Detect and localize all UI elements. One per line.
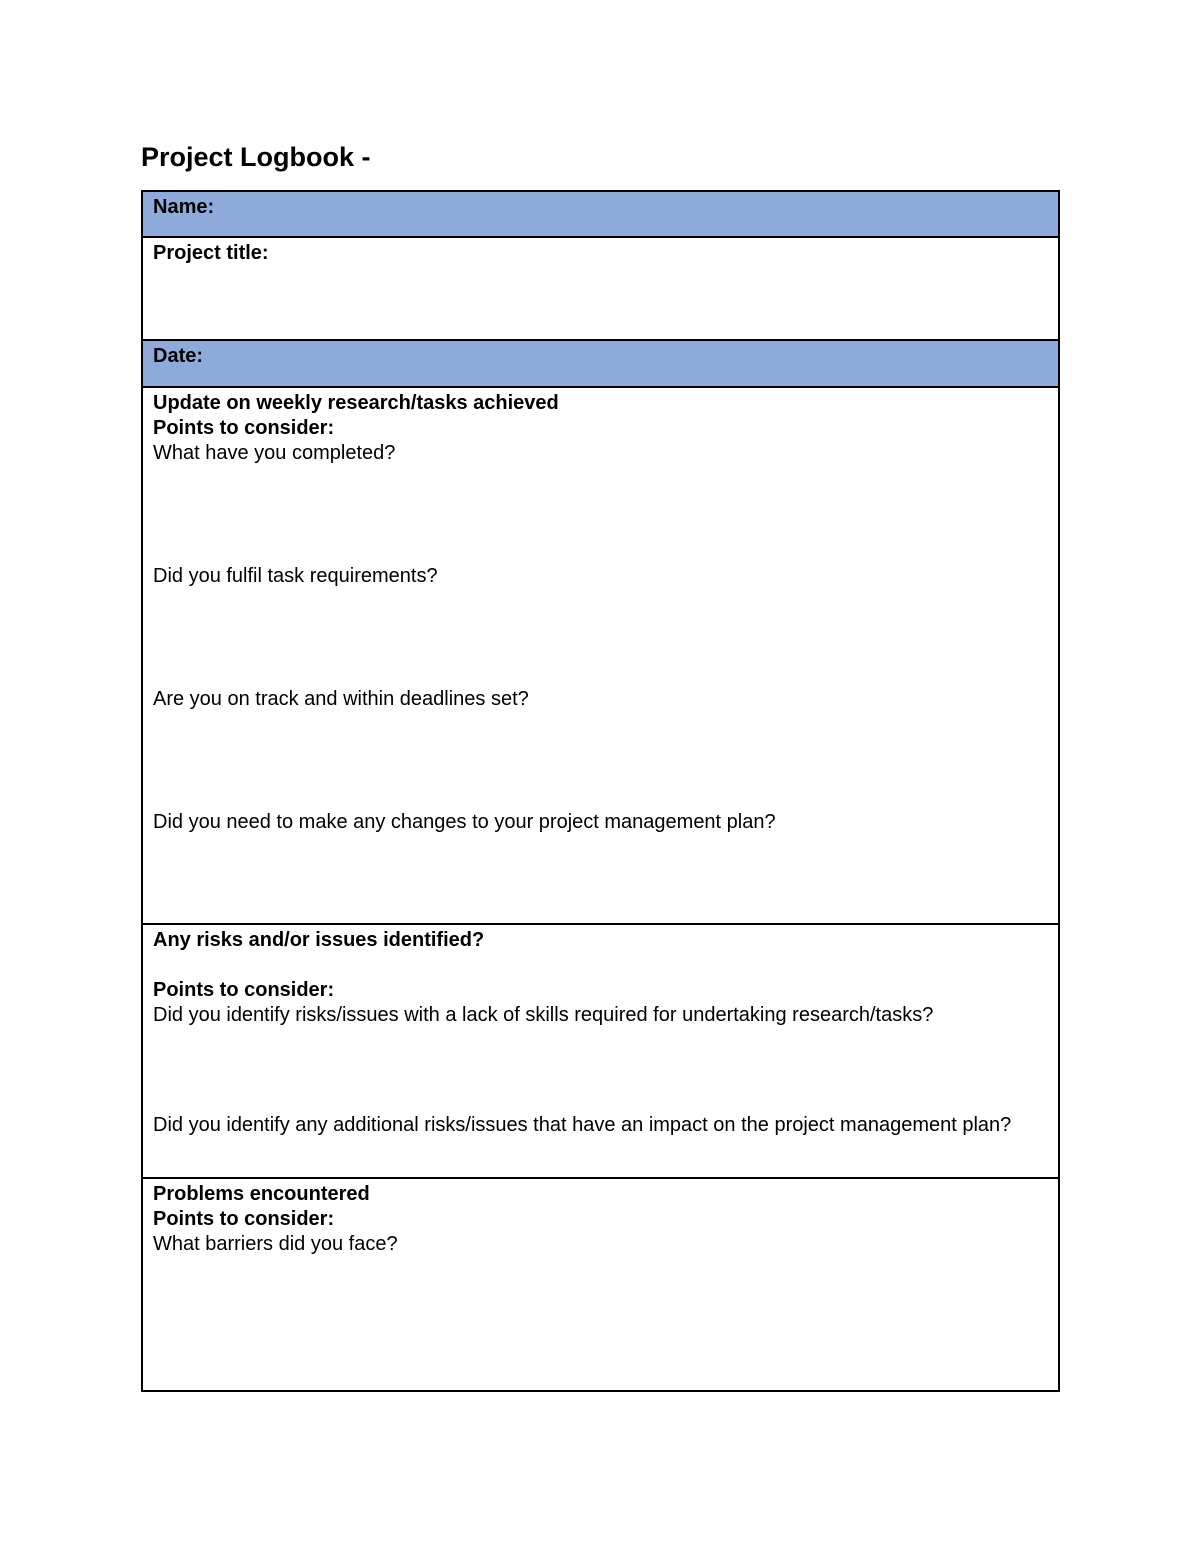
project-title-label: Project title:: [153, 242, 269, 264]
update-heading: Update on weekly research/tasks achieved: [153, 392, 559, 414]
problems-heading: Problems encountered: [153, 1183, 370, 1205]
update-question-deadlines: Are you on track and within deadlines set?: [153, 688, 529, 710]
update-answer-space-1: [153, 466, 1048, 564]
update-question-completed: What have you completed?: [153, 442, 396, 464]
update-answer-space-2: [153, 589, 1048, 687]
name-label: Name:: [153, 196, 215, 218]
risks-answer-space: [153, 1028, 1048, 1113]
risks-spacer: [153, 953, 1048, 978]
update-answer-space-3: [153, 712, 1048, 810]
risks-question-skills: Did you identify risks/issues with a lack of skills required for undertaking research/tasks?: [153, 1004, 934, 1026]
update-question-requirements: Did you fulfil task requirements?: [153, 565, 438, 587]
risks-question-additional: Did you identify any additional risks/issues that have an impact on the project management plan?: [153, 1114, 1012, 1136]
date-label: Date:: [153, 345, 204, 367]
logbook-table: [141, 190, 1060, 1392]
problems-question-barriers: What barriers did you face?: [153, 1233, 398, 1255]
date-row[interactable]: [143, 341, 1058, 388]
name-row[interactable]: [143, 192, 1058, 238]
risks-heading: Any risks and/or issues identified?: [153, 929, 485, 951]
problems-section[interactable]: [143, 1179, 1058, 1390]
update-question-plan-changes: Did you need to make any changes to your project management plan?: [153, 811, 776, 833]
problems-points-label: Points to consider:: [153, 1208, 335, 1230]
update-section[interactable]: [143, 388, 1058, 925]
project-title-row[interactable]: [143, 238, 1058, 341]
document-title: Project Logbook -: [141, 142, 371, 172]
risks-section[interactable]: [143, 925, 1058, 1179]
update-points-label: Points to consider:: [153, 417, 335, 439]
risks-points-label: Points to consider:: [153, 979, 335, 1001]
